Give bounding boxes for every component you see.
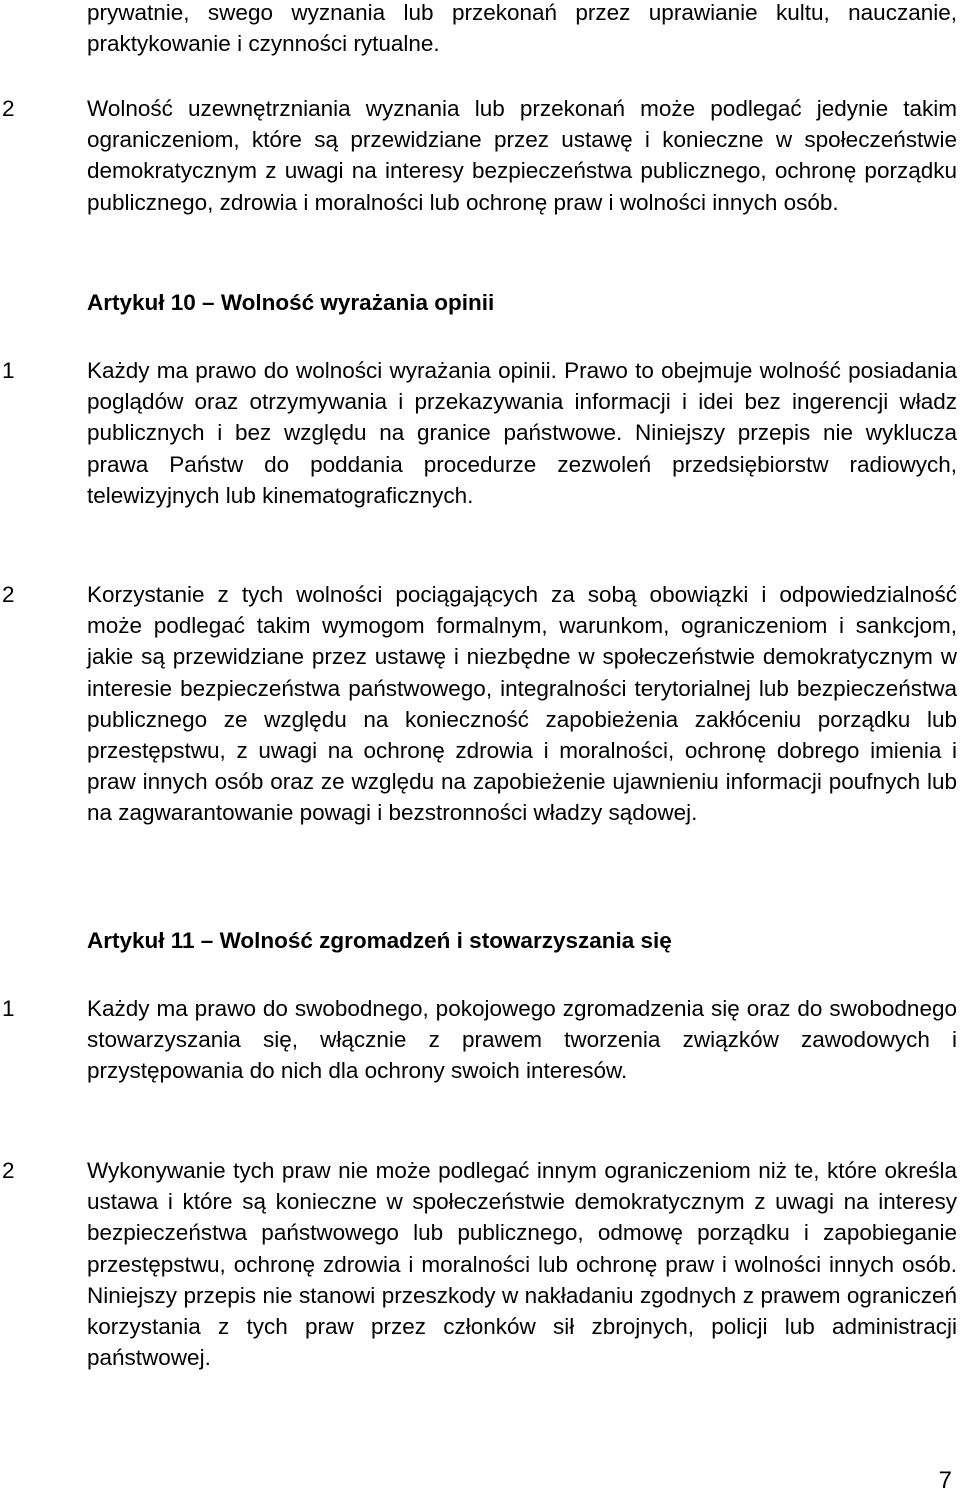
art9-p2-number: 2 <box>2 96 15 121</box>
page-number: 7 <box>938 1467 952 1494</box>
art10-p1-paragraph: Każdy ma prawo do wolności wyrażania opinii. Prawo to obejmuje wolność posiadania poglądów oraz otrzymywania i przekazywania informacji i idei bez ingerencji władz publicznych i bez względu na granice państwowe. Niniejszy przepis nie wyklucza prawa Państw do poddania procedurze zezwoleń przedsiębiorstw radiowych, telewizyjnych lub kinematograficznych. <box>87 358 957 508</box>
art11-p1-paragraph: Każdy ma prawo do swobodnego, pokojowego zgromadzenia się oraz do swobodnego stowarzyszania się, włącznie z prawem tworzenia związków zawodowych i przystępowania do nich dla ochrony swoich interesów. <box>87 996 957 1084</box>
art11-p2-number: 2 <box>2 1158 15 1183</box>
art11-p2-paragraph: Wykonywanie tych praw nie może podlegać innym ograniczeniom niż te, które określa ustawa i które są konieczne w społeczeństwie demokratycznym z uwagi na interesy bezpieczeństwa państwowego lub publicznego, odmowę porządku i zapobieganie przestępstwu, ochronę zdrowia i moralności lub ochronę praw i wolności innych osób. Niniejszy przepis nie stanowi przeszkody w nakładaniu zgodnych z prawem ograniczeń korzystania z tych praw przez członków sił zbrojnych, policji lub administracji państwowej. <box>87 1158 957 1371</box>
art9-p2-paragraph: Wolność uzewnętrzniania wyznania lub przekonań może podlegać jedynie takim ograniczeniom, które są przewidziane przez ustawę i konieczne w społeczeństwie demokratycznym z uwagi na interesy bezpieczeństwa publicznego, ochronę porządku publicznego, zdrowia i moralności lub ochronę praw i wolności innych osób. <box>87 96 957 215</box>
art10-heading: Artykuł 10 – Wolność wyrażania opinii <box>87 290 495 315</box>
art11-heading: Artykuł 11 – Wolność zgromadzeń i stowarzyszania się <box>87 928 672 953</box>
art10-p2-number: 2 <box>2 582 15 607</box>
art10-p2-paragraph: Korzystanie z tych wolności pociągających za sobą obowiązki i odpowiedzialność może podlegać takim wymogom formalnym, warunkom, ograniczeniom i sankcjom, jakie są przewidziane przez ustawę i niezbędne w społeczeństwie demokratycznym w interesie bezpieczeństwa państwowego, integralności terytorialnej lub bezpieczeństwa publicznego ze względu na konieczność zapobieżenia zakłóceniu porządku lub przestępstwu, z uwagi na ochronę zdrowia i moralności, ochronę dobrego imienia i praw innych osób oraz ze względu na zapobieżenie ujawnieniu informacji poufnych lub na zagwarantowanie powagi i bezstronności władzy sądowej. <box>87 582 957 826</box>
art10-p1-number: 1 <box>2 358 15 383</box>
intro-continuation-paragraph: prywatnie, swego wyznania lub przekonań przez uprawianie kultu, nauczanie, praktykowanie i czynności rytualne. <box>87 0 957 57</box>
art11-p1-number: 1 <box>2 996 15 1021</box>
